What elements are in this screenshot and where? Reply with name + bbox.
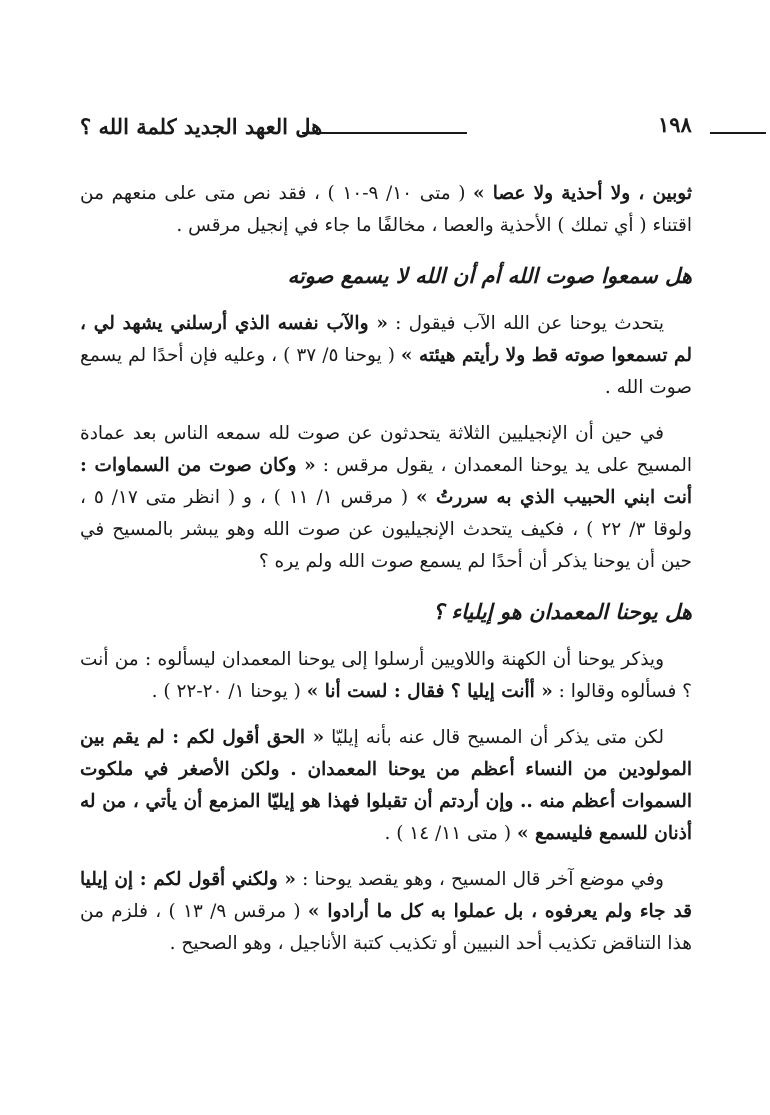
paragraph-text: في حين أن الإنجيليين الثلاثة يتحدثون عن صوت لله سمعه الناس بعد عمادة المسيح على يد يوحنا المعمدان ، يقول مرقس : xyxy=(80,423,692,476)
header-rule-right xyxy=(710,132,766,134)
quote-text: « ولكني أقول لكم : إن إيليا قد جاء ولم يعرفوه ، بل عملوا به كل ما أرادوا » xyxy=(80,869,692,922)
quote-text: ثوبين ، ولا أحذية ولا عصا » xyxy=(473,183,692,204)
paragraph-text: ( يوحنا ٥/ ٣٧ ) ، وعليه فإن أحدًا لم يسمع صوت الله . xyxy=(80,345,692,398)
page-body xyxy=(80,178,692,974)
quote-text: « أأنت إيليا ؟ فقال : لست أنا » xyxy=(306,681,553,702)
paragraph-text: ( متى ١١/ ١٤ ) . xyxy=(384,823,517,844)
paragraph-text: ( مرقس ١/ ١١ ) ، و ( انظر متى ١٧/ ٥ ، ولوقا ٣/ ٢٢ ) ، فكيف يتحدث الإنجيليون عن صوت الله وهو يبشر بالمسيح في حين أن يوحنا يذكر أن أحدًا لم يسمع صوت الله ولم يره ؟ xyxy=(80,487,692,572)
paragraph-text: ( مرقس ٩/ ١٣ ) ، فلزم من هذا التناقض تكذيب أحد النبيين أو تكذيب كتبة الأناجيل ، وهو الصحيح . xyxy=(80,901,692,954)
paragraph-6 xyxy=(80,864,692,960)
section-heading-voice: هل سمعوا صوت الله أم أن الله لا يسمع صوته xyxy=(287,263,692,288)
paragraph-5 xyxy=(80,722,692,850)
quote-text: « والآب نفسه الذي أرسلني يشهد لي ، لم تسمعوا صوته قط ولا رأيتم هيئته » xyxy=(80,313,692,366)
paragraph-text: ( متى ١٠/ ٩-١٠ ) ، فقد نص متى على منعهم من اقتناء ( أي تملك ) الأحذية والعصا ، مخالفًا ما جاء في إنجيل مرقس . xyxy=(80,183,692,236)
paragraph-1 xyxy=(80,178,692,242)
quote-text: « الحق أقول لكم : لم يقم بين المولودين من النساء أعظم من يوحنا المعمدان . ولكن الأصغر في ملكوت السموات أعظم منه .. وإن أردتم أن تقبلوا فهذا هو إيليّا المزمع أن يأتي ، من له أذنان للسمع فليسمع » xyxy=(80,727,692,844)
header-rule-left xyxy=(302,132,467,134)
paragraph-4 xyxy=(80,644,692,708)
paragraph-3 xyxy=(80,418,692,578)
paragraph-text: ( يوحنا ١/ ٢٠-٢٢ ) . xyxy=(151,681,307,702)
running-title: هل العهد الجديد كلمة الله ؟ xyxy=(80,114,323,139)
paragraph-2 xyxy=(80,308,692,404)
paragraph-text: وفي موضع آخر قال المسيح ، وهو يقصد يوحنا : xyxy=(295,869,664,890)
paragraph-text: لكن متى يذكر أن المسيح قال عنه بأنه إيليّا xyxy=(324,727,664,748)
quote-text: « وكان صوت من السماوات : أنت ابني الحبيب الذي به سررتُ » xyxy=(80,455,693,508)
paragraph-text: ويذكر يوحنا أن الكهنة واللاويين أرسلوا إلى يوحنا المعمدان ليسألوه : من أنت ؟ فسألوه وقالوا : xyxy=(80,649,692,702)
paragraph-text: يتحدث يوحنا عن الله الآب فيقول : xyxy=(387,313,664,334)
page-header xyxy=(80,112,690,148)
section-heading-elijah: هل يوحنا المعمدان هو إيلياء ؟ xyxy=(432,599,692,624)
page-number: ١٩٨ xyxy=(658,112,692,137)
